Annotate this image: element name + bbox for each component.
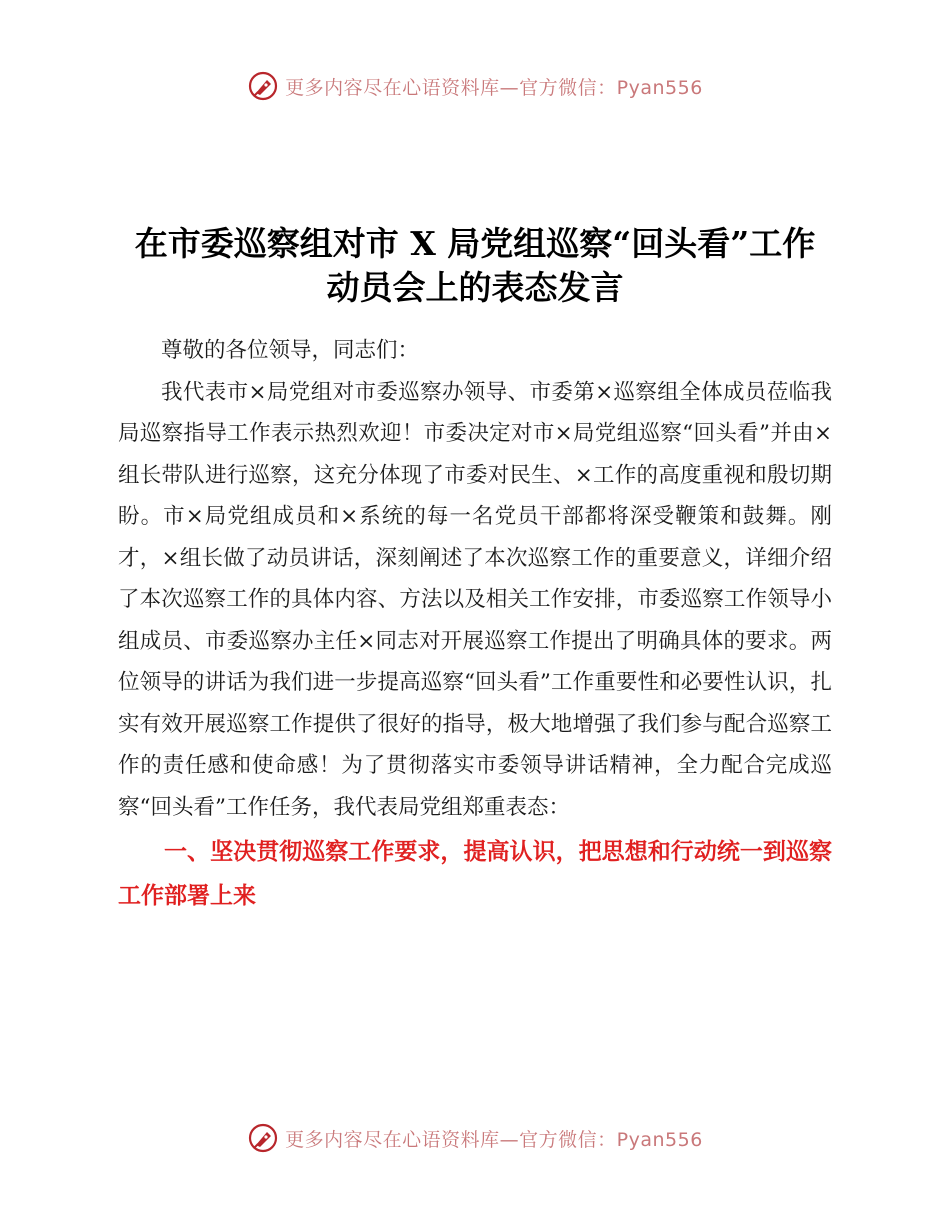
header-watermark xyxy=(0,70,950,102)
watermark-text: 更多内容尽在心语资料库—官方微信：Pyan556 xyxy=(285,1128,703,1151)
document-title xyxy=(90,222,860,310)
document-body xyxy=(118,330,832,918)
paragraph-opening: 我代表市×局党组对市委巡察办领导、市委第×巡察组全体成员莅临我局巡察指导工作表示热烈欢迎！市委决定对市×局党组巡察“回头看”并由×组长带队进行巡察，这充分体现了市委对民生、×工作的高度重视和殷切期盼。市×局党组成员和×系统的每一名党员干部都将深受鞭策和鼓舞。刚才，×组长做了动员讲话，深刻阐述了本次巡察工作的重要意义，详细介绍了本次巡察工作的具体内容、方法以及相关工作安排，市委巡察工作领导小组成员、市委巡察办主任×同志对开展巡察工作提出了明确具体的要求。两位领导的讲话为我们进一步提高巡察“回头看”工作重要性和必要性认识，扎实有效开展巡察工作提供了很好的指导，极大地增强了我们参与配合巡察工作的责任感和使命感！为了贯彻落实市委领导讲话精神，全力配合完成巡察“回头看”工作任务，我代表局党组郑重表态： xyxy=(118,379,832,820)
pen-nib-logo-icon xyxy=(247,1122,279,1154)
watermark-text: 更多内容尽在心语资料库—官方微信：Pyan556 xyxy=(285,76,703,99)
salutation: 尊敬的各位领导，同志们： xyxy=(161,338,420,363)
section-heading-1: 一、坚决贯彻巡察工作要求，提高认识，把思想和行动统一到巡察工作部署上来 xyxy=(118,839,832,909)
title-line-1: 在市委巡察组对市 X 局党组巡察“回头看”工作 xyxy=(134,224,816,263)
footer-watermark xyxy=(0,1122,950,1154)
title-line-2: 动员会上的表态发言 xyxy=(326,268,624,307)
pen-nib-logo-icon xyxy=(247,70,279,102)
